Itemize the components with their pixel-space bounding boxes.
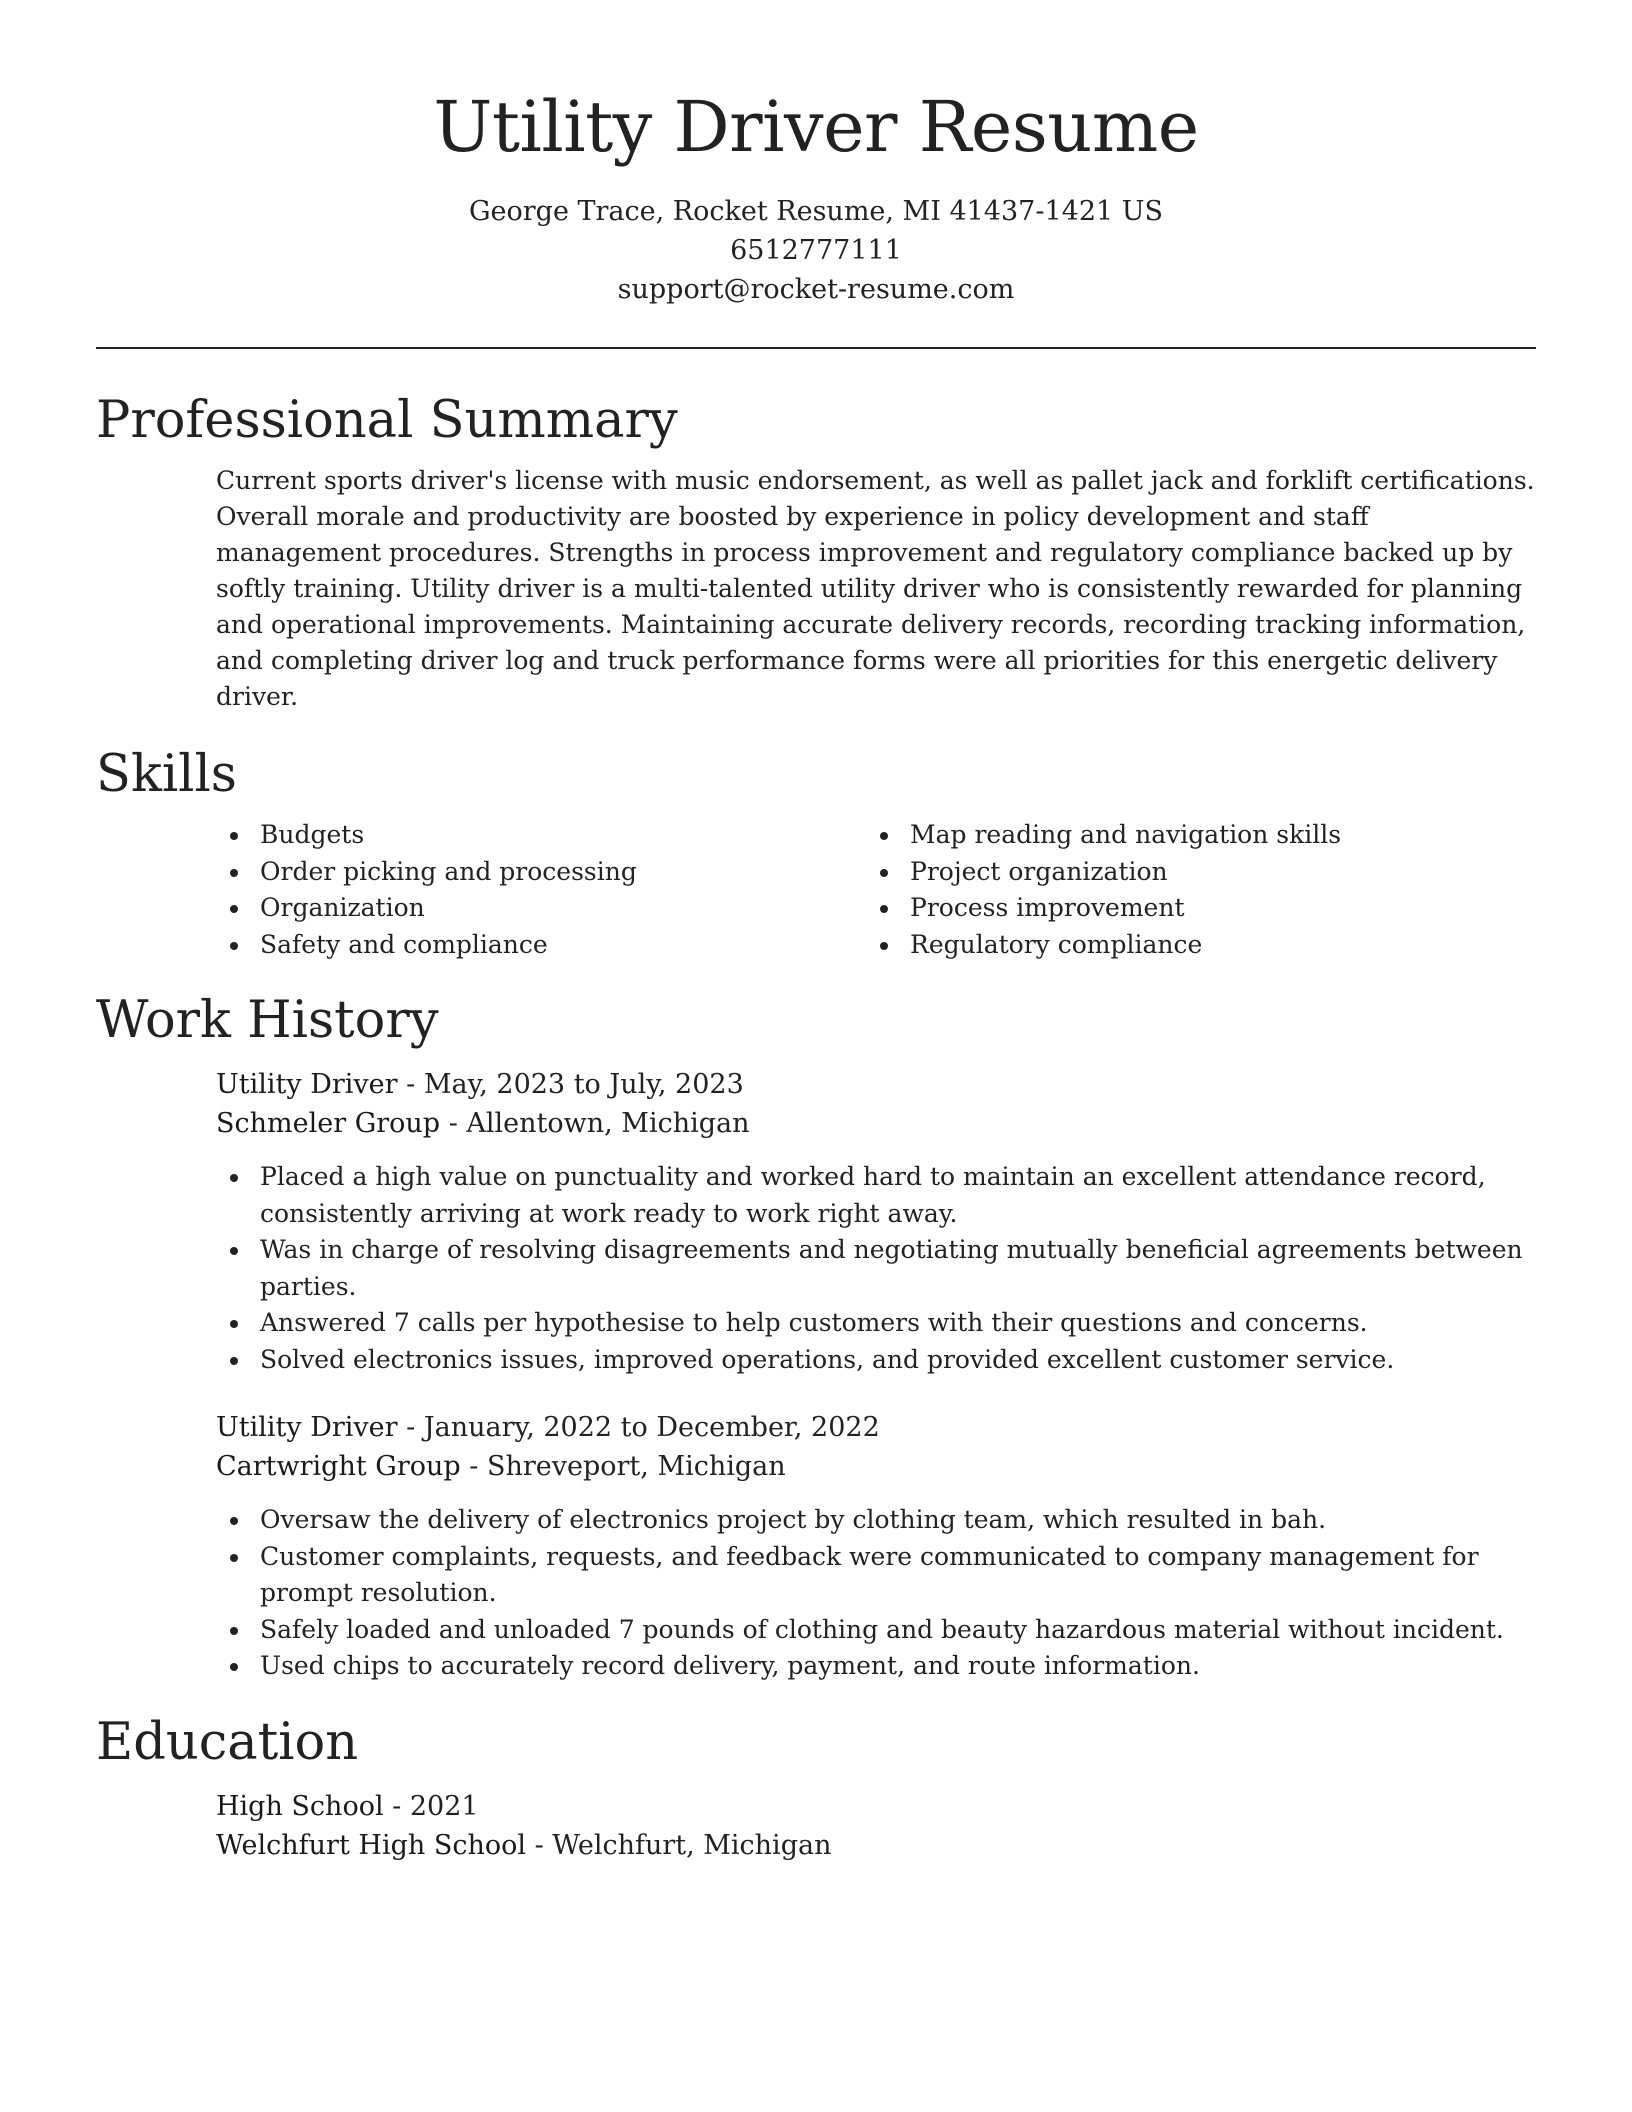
- job-bullet: Answered 7 calls per hypothesise to help customers with their questions and concerns.: [216, 1305, 1536, 1342]
- skills-column-left: [216, 817, 866, 963]
- skill-item: Map reading and navigation skills: [866, 817, 1516, 854]
- skill-item: Project organization: [866, 854, 1516, 891]
- skill-item: Budgets: [216, 817, 866, 854]
- job-bullets: [216, 1502, 1536, 1685]
- education-school: Welchfurt High School: [216, 1829, 526, 1861]
- job-title-line: [216, 1408, 1536, 1447]
- job-company-line: [216, 1447, 1536, 1486]
- skill-item: Process improvement: [866, 890, 1516, 927]
- resume-page: [96, 0, 1536, 1865]
- contact-block: [96, 192, 1536, 309]
- skills-heading: Skills: [96, 745, 237, 804]
- job-title: Utility Driver: [216, 1412, 398, 1443]
- skills-list: [216, 817, 1536, 963]
- skill-item: Organization: [216, 890, 866, 927]
- education-school-line: [216, 1826, 1536, 1865]
- job-title: Utility Driver: [216, 1069, 398, 1100]
- job-bullet: Used chips to accurately record delivery, payment, and route information.: [216, 1648, 1536, 1685]
- contact-phone: 6512777111: [730, 235, 902, 266]
- contact-address: George Trace, Rocket Resume, MI 41437-1421 US: [468, 196, 1164, 227]
- resume-header: [96, 0, 1536, 309]
- education-year: - 2021: [383, 1790, 479, 1822]
- education-heading: Education: [96, 1712, 359, 1772]
- skills-column-right: [866, 817, 1516, 963]
- education-section: [96, 1711, 1536, 1865]
- skill-item: Regulatory compliance: [866, 927, 1516, 964]
- skills-section: [96, 743, 1536, 963]
- job-location: - Allentown, Michigan: [440, 1108, 750, 1139]
- job-dates: - May, 2023 to July, 2023: [397, 1069, 744, 1100]
- job-bullet: Was in charge of resolving disagreements and negotiating mutually beneficial agreements between parties.: [216, 1232, 1536, 1305]
- job-company-line: [216, 1104, 1536, 1143]
- job-bullet: Safely loaded and unloaded 7 pounds of clothing and beauty hazardous material without incident.: [216, 1612, 1536, 1649]
- education-degree: High School: [216, 1790, 384, 1822]
- job-bullet: Placed a high value on punctuality and worked hard to maintain an excellent attendance record, consistently arriving at work ready to work right away.: [216, 1159, 1536, 1232]
- header-divider: [96, 347, 1536, 349]
- education-entry: [216, 1787, 1536, 1865]
- education-location: - Welchfurt, Michigan: [526, 1829, 832, 1861]
- job-bullets: [216, 1159, 1536, 1378]
- job-entry: [216, 1408, 1536, 1685]
- job-location: - Shreveport, Michigan: [460, 1451, 786, 1482]
- education-degree-line: [216, 1787, 1536, 1826]
- job-bullet: Oversaw the delivery of electronics project by clothing team, which resulted in bah.: [216, 1502, 1536, 1539]
- job-company: Schmeler Group: [216, 1108, 441, 1139]
- contact-email: support@rocket-resume.com: [617, 274, 1015, 305]
- job-bullet: Solved electronics issues, improved operations, and provided excellent customer service.: [216, 1342, 1536, 1379]
- job-company: Cartwright Group: [216, 1451, 461, 1482]
- resume-title: Utility Driver Resume: [433, 86, 1199, 168]
- job-entry: [216, 1065, 1536, 1378]
- skill-item: Safety and compliance: [216, 927, 866, 964]
- job-title-line: [216, 1065, 1536, 1104]
- job-bullet: Customer complaints, requests, and feedback were communicated to company management for prompt resolution.: [216, 1539, 1536, 1612]
- work-history-heading: Work History: [96, 991, 439, 1050]
- skill-item: Order picking and processing: [216, 854, 866, 891]
- job-dates: - January, 2022 to December, 2022: [397, 1412, 880, 1443]
- summary-text: Current sports driver's license with music endorsement, as well as pallet jack and forklift certifications. Overall morale and productivity are boosted by experience in policy development and staff management procedures. Strengths in process improvement and regulatory compliance backed up by softly training. Utility driver is a multi-talented utility driver who is consistently rewarded for planning and operational improvements. Maintaining accurate delivery records, recording tracking information, and completing driver log and truck performance forms were all priorities for this energetic delivery driver.: [216, 466, 1535, 711]
- summary-heading: Professional Summary: [96, 391, 678, 450]
- work-history-section: [96, 989, 1536, 1685]
- summary-section: [96, 389, 1536, 715]
